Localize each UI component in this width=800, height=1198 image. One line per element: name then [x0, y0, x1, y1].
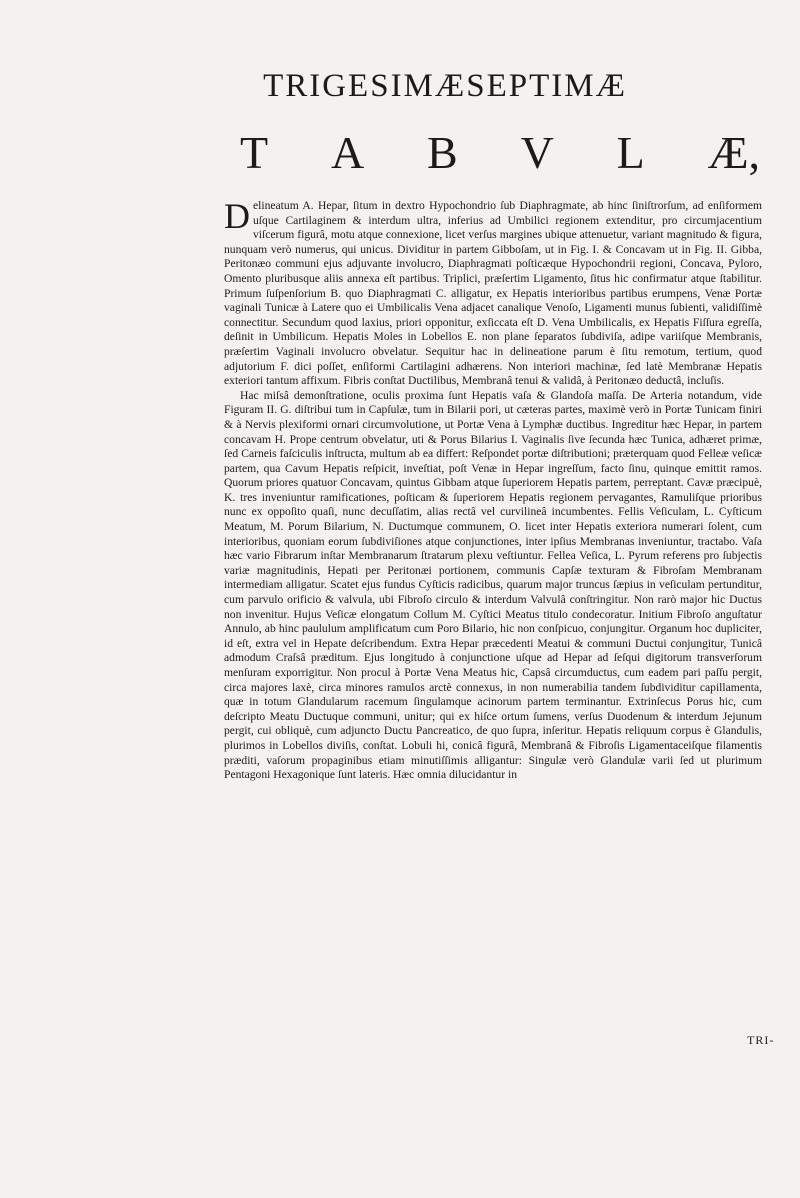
title-line-1: TRIGESIMÆSEPTIMÆ — [263, 68, 627, 104]
title-line-2 — [240, 126, 760, 179]
title-letter: V — [520, 127, 554, 178]
drop-cap: D — [224, 196, 250, 236]
paragraph-2: Hac miſsâ demonſtratione, oculis proxima ſunt Hepatis vaſa & Glandoſa maſſa. De Arteria notandum, vide Figuram II. G. diſtribui tum in Capſulæ, tum in Bilarii pori, ut cæteras partes, maximè verò in Portæ Tunicam finiri & à Nervis plexiformi ornari circumvolutione, ut Portæ Vena à Lymphæ ductibus. Ingreditur hæc Hepar, in partem concavam H. Prope centrum obvelatur, uti & Porus Bilarius I. Vaginalis ſive ſecunda hæc Tunica, adhæret primæ, ſed Carneis faſciculis inſtructa, multum ab ea differt: Reſpondet portæ diſtributioni; præterquam quod Felleæ veſicæ partem, qua Cavum Hepatis reſpicit, inveſtiat, poſt Venæ in Hepar ingreſſum, facto ſinu, quinque emittit ramos. Quorum priores quatuor Concavam, quintus Gibbam atque ſuperiorem Hepatis partem, perreptant. Cavæ præcipuè, K. tres inveniuntur ramificationes, poſticam & ſuperiorem Hepatis regionem pervagantes, Ramuliſque prioribus nunc ex oppoſito quaſi, nunc decuſſatim, alias rectâ vel curvilineâ incumbentes. Fellis Veſiculam, L. Cyſticum Meatum, M. Porum Bilarium, N. Ductumque communem, O. licet inter Hepatis exteriora numerari ſolent, cum interioribus, quoniam eorum ſubdiviſiones atque conjunctiones, inter ipſius Membranas inveniuntur, tractabo. Vaſa hæc vario Fibrarum inſtar Membranarum ſtratarum plexu veſtiuntur. Fellea Veſica, L. Pyrum referens pro ſubjectis variæ magnitudinis, Hepati per Peritonæi portionem, communis Capſæ texturam & Fibroſam Membranam intermediam alligatur. Scatet ejus fundus Cyſticis radicibus, quarum major truncus ſæpius in veſiculam pertunditur, cum parvulo orificio & valvula, ubi Fibroſo circulo & interdum Valvulâ conſtringitur. Non rarò major hic Ductus non invenitur. Hujus Veſicæ elongatum Collum M. Cyſtici Meatus titulo condecoratur. Initium Fibroſo anguſtatur Annulo, ab hinc paululum amplificatum cum Poro Bilario, hic non conſpicuo, conjungitur. Organum hoc dupliciter, id eſt, extra vel in Hepate deſcribendum. Extra Hepar præcedenti Meatui & communi Ductui conjungitur, Tunicâ admodum Craſsâ præditum. Ejus longitudo à conjunctione uſque ad Hepar ad ſeſqui digitorum transverſorum menſuram exporrigitur. Non procul à Portæ Vena Meatus hic, Capsâ circumductus, cum eadem pari paſſu pergit, circa majores laxè, circa minores ramulos arctè connexus, in non numerabilia tandem ſubdividitur capillamenta, quæ in totum Glandularum racemum ſingulamque acinorum partem terminantur. Extrinſecus Porus hic, cum deſcripto Meatu Ductuque communi, unitur; qui ex hiſce ortum ſumens, verſus Duodenum & interdum Jejunum pergit, cui obliquè, cum adjuncto Ductu Pancreatico, de quo ſupra, inſeritur. Hepatis reliquum corpus è Glandulis, plurimos in Lobellos diviſis, conſtat. Lobuli hi, conicâ figurâ, Membranâ & Fibroſis Ligamentaceiſque filamentis præditi, vaſorum propaginibus etiam minutiſſimis alligantur: Singulæ verò Glandulæ varii ſed ut plurimum Pentagoni Hexagonique ſunt lateris. Hæc omnia dilucidantur in — [224, 388, 762, 782]
title-letter: A — [330, 127, 365, 178]
title-letter: Æ, — [707, 127, 760, 178]
body-text — [224, 196, 762, 783]
title-letter: B — [427, 127, 458, 178]
paragraph-1-text: elineatum A. Hepar, ſitum in dextro Hypochondrio ſub Diaphragmate, ab hinc ſiniſtrorſum, ad enſiformem uſque Cartilaginem & interdum ultra, inferius ad Umbilici regionem extenditur, pro circumjacentium viſcerum figurâ, motu atque connexione, licet verſus margines ubique attenuetur, variant magnitudo & figura, nunquam verò numerus, qui unicus. Dividitur in partem Gibboſam, ut in Fig. I. & Concavam ut in Fig. II. Gibba, Peritonæo communi ejus adjuvante involucro, Diaphragmati poſticæque Hypochondrii regioni, Concava, Pyloro, Omento pluribusque aliis annexa eſt partibus. Triplici, præſertim Ligamento, ſitus hic confirmatur atque ſtabilitur. Primum ſuſpenſorium B. quo Diaphragmati C. alligatur, ex Hepatis interioribus partibus erumpens, Venæ Portæ vaginali Tunicæ à Latere quo ei Umbilicalis Vena adjacet canalique Venoſo, Ligamenti munus ſubienti, validiſſimè connectitur. Secundum quod laxius, priori opponitur, exſiccata eſt D. Vena Umbilicalis, ex Hepatis Fiſſura egreſſa, deſinit in Umbilicum. Hepatis Moles in Lobellos E. non plane ſeparatos ſubdiviſa, adipe variiſque Membranis, præſertim Vaginali involucro obvelatur. Sequitur hac in delineatione parum è ſitu remotum, tertium, quod adjutorium F. dici poſſet, enſiformi Cartilagini adhærens. Non interiori machinæ, ſed latè Membranæ Hepatis exteriori tantum affixum. Fibris conſtat Ductilibus, Membranâ tenui & validâ, à Peritonæo deductâ, incluſis. — [224, 199, 762, 388]
title-letter: T — [240, 127, 269, 178]
catchword: TRI- — [747, 1033, 775, 1047]
title-letter: L — [616, 127, 645, 178]
paragraph-1 — [224, 196, 762, 389]
